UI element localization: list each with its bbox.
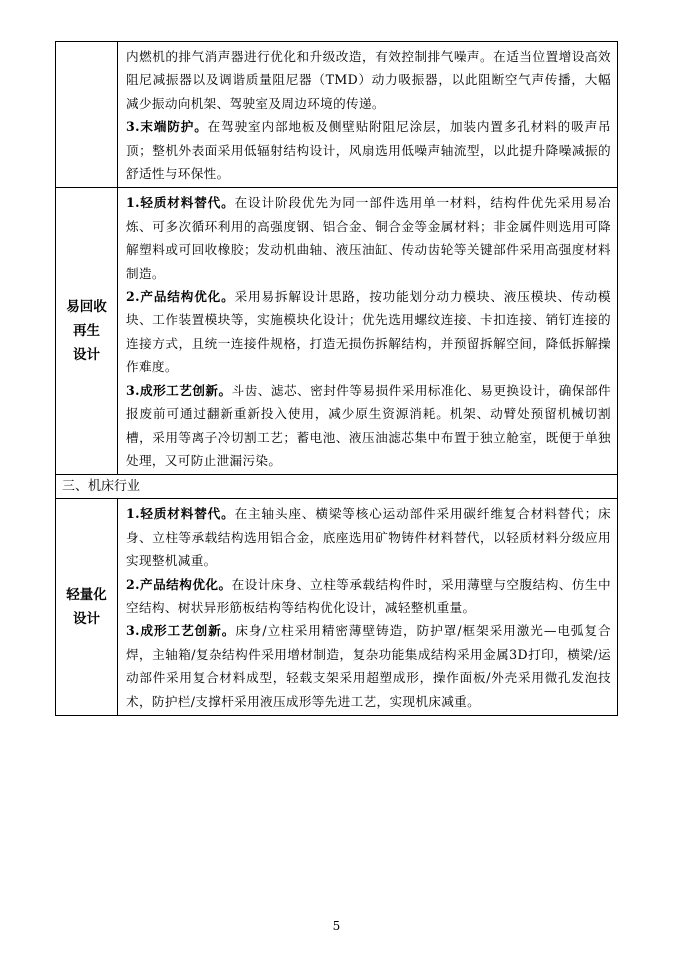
row-content-recycle [118,188,618,475]
paragraph-head: 2.产品结构优化。 [126,576,232,592]
table-row [56,188,618,475]
paragraph [126,502,611,572]
label-line: 再生 [73,323,100,340]
paragraph-body: 在设计床身、立柱等承载结构件时，采用薄壁与空腹结构、仿生中空结构、树状异形筋板结构等结构优化设计，减轻整机重量。 [126,576,611,615]
paragraph-head: 3.成形工艺创新。 [126,382,232,398]
paragraph-body: 在设计阶段优先为同一部件选用单一材料，结构件优先采用易冶炼、可多次循环利用的高强度钢、铝合金、铜合金等金属材料；非金属件则选用可降解塑料或可回收橡胶；发动机曲轴、液压油缸、传动齿轮等关键部件采用高强度材料制造。 [126,195,611,281]
row-label-empty [56,42,118,188]
paragraph-body: 在主轴头座、横梁等核心运动部件采用碳纤维复合材料替代；床身、立柱等承载结构选用铝合金，底座选用矿物铸件材料替代，以轻质材料分级应用实现整机减重。 [126,506,611,569]
paragraph-body: 内燃机的排气消声器进行优化和升级改造，有效控制排气噪声。在适当位置增设高效阻尼减振器以及调谐质量阻尼器（TMD）动力吸振器，以此阻断空气声传播，大幅减少振动向机架、驾驶室及周边环境的传递。 [126,49,611,111]
row-content-lightweight [118,499,618,716]
table-row [56,475,618,499]
paragraph [126,285,611,379]
table-row [56,499,618,716]
row-label-recycle [56,188,118,475]
paragraph [126,45,611,115]
row-content-noise [118,42,618,188]
label-line: 设计 [73,611,100,628]
paragraph-body: 在驾驶室内部地板及侧壁贴附阻尼涂层，加装内置多孔材料的吸声吊顶；整机外表面采用低辐射结构设计，风扇选用低噪声轴流型，以此提升降噪减振的舒适性与环保性。 [126,119,611,182]
label-line: 设计 [73,347,100,364]
table-row [56,42,618,188]
paragraph [126,115,611,185]
paragraph-head: 1.轻质材料替代。 [126,506,235,522]
page-number: 5 [332,919,341,933]
paragraph-head: 1.轻质材料替代。 [126,195,235,211]
label-line: 轻量化 [66,587,107,604]
paragraph [126,191,611,285]
row-label-lightweight [56,499,118,716]
paragraph-body: 采用易拆解设计思路，按功能划分动力模块、液压模块、传动模块、工作装置模块等，实施模块化设计；优先选用螺纹连接、卡扣连接、销钉连接的连接方式，且统一连接件规格，打造无损伤拆解结构，并预留拆解空间，降低拆解操作难度。 [126,289,611,375]
section-heading: 三、机床行业 [56,475,618,499]
content-table [55,41,618,716]
paragraph-head: 3.末端防护。 [126,119,208,135]
paragraph-head: 3.成形工艺创新。 [126,623,236,639]
paragraph-body: 斗齿、滤芯、密封件等易损件采用标准化、易更换设计，确保部件报废前可通过翻新重新投入使用，减少原生资源消耗。机架、动臂处预留机械切割槽，采用等离子冷切割工艺；蓄电池、液压油滤芯集中布置于独立舱室，既便于单独处理，又可防止泄漏污染。 [126,382,611,468]
paragraph-body: 床身/立柱采用精密薄壁铸造，防护罩/框架采用激光—电弧复合焊，主轴箱/复杂结构件采用增材制造，复杂功能集成结构采用金属3D打印，横梁/运动部件采用复合材料成型，轻载支架采用超塑成形，操作面板/外壳采用微孔发泡技术，防护栏/支撑杆采用液压成形等先进工艺，实现机床减重。 [126,623,611,709]
paragraph [126,573,611,620]
paragraph-head: 2.产品结构优化。 [126,289,235,305]
paragraph [126,619,611,713]
paragraph [126,379,611,473]
label-line: 易回收 [66,299,107,316]
